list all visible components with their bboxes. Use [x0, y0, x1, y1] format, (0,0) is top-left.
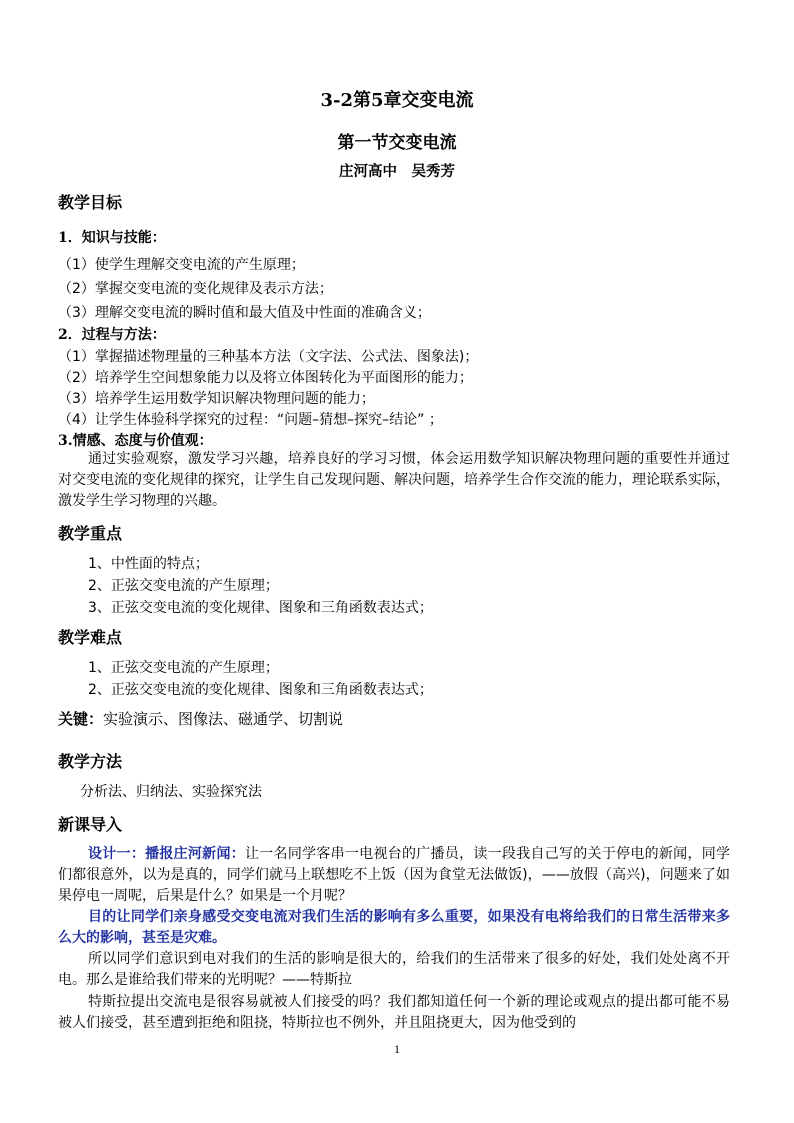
difficulty-item-1: 1、正弦交变电流的产生原理；: [88, 660, 279, 676]
process-item-4: （4）让学生体验科学探究的过程：“问题–猜想–探究–结论” ；: [58, 412, 443, 428]
key-line: [58, 708, 343, 729]
keypoint-item-3: 3、正弦交变电流的变化规律、图象和三角函数表达式；: [88, 600, 433, 616]
document-title: 3-2第5章交变电流: [320, 90, 474, 111]
keypoint-item-1: 1、中性面的特点；: [88, 556, 209, 572]
design-label: 设计一：播报庄河新闻：: [88, 846, 245, 862]
intro-heading: 新课导入: [58, 815, 123, 834]
page-number: 1: [394, 1042, 400, 1056]
emotion-values-text: 通过实验观察，激发学习兴趣，培养良好的学习习惯，体会运用数学知识解决物理问题的重要性并通过对交变电流的变化规律的探究，让学生自己发现问题、解决问题，培养学生合作交流的能力，理论联系实际，激发学生学习物理的兴趣。: [58, 451, 730, 509]
keypoints-heading: 教学重点: [58, 524, 123, 543]
author-line: 庄河高中 吴秀芳: [339, 163, 455, 180]
electricity-paragraph: [58, 949, 730, 991]
section-title: 第一节交变电流: [337, 133, 457, 153]
emotion-values-heading: 3.情感、态度与价值观：: [58, 433, 213, 449]
emotion-values-paragraph: [58, 449, 730, 512]
process-item-1: （1）掌握描述物理量的三种基本方法（文字法、公式法、图象法)；: [58, 349, 479, 365]
process-item-2: （2）培养学生空间想象能力以及将立体图转化为平面图形的能力；: [58, 370, 473, 386]
design-text: 让一名同学客串一电视台的广播员，读一段我自己写的关于停电的新闻，同学们都很意外，以为是真的，同学们就马上联想吃不上饭（因为食堂无法做饭)，——放假（高兴)，问题来了如果停电一周呢，后果是什么？如果是一个月呢？: [58, 846, 730, 904]
tesla-text: 特斯拉提出交流电是很容易就被人们接受的吗？我们都知道任何一个新的理论或观点的提出都可能不易被人们接受，甚至遭到拒绝和阻挠，特斯拉也不例外，并且阻挠更大，因为他受到的: [58, 994, 730, 1031]
objectives-heading: 教学目标: [58, 193, 123, 212]
design-paragraph: [58, 844, 730, 907]
keypoint-item-2: 2、正弦交变电流的产生原理；: [88, 578, 279, 594]
methods-heading: 教学方法: [58, 752, 123, 771]
purpose-text: 目的让同学们亲身感受交变电流对我们生活的影响有多么重要，如果没有电将给我们的日常生活带来多么大的影响，甚至是灾难。: [58, 909, 730, 946]
tesla-paragraph: [58, 992, 730, 1034]
knowledge-item-1: （1）使学生理解交变电流的产生原理；: [58, 257, 305, 273]
knowledge-skills-heading: 1．知识与技能：: [58, 230, 166, 246]
knowledge-item-2: （2）掌握交变电流的变化规律及表示方法；: [58, 281, 333, 297]
process-method-heading: 2．过程与方法：: [58, 327, 166, 343]
difficulties-heading: 教学难点: [58, 628, 123, 647]
key-label: 关键：: [58, 710, 104, 728]
electricity-text: 所以同学们意识到电对我们的生活的影响是很大的，给我们的生活带来了很多的好处，我们处处离不开电。那么是谁给我们带来的光明呢？——特斯拉: [58, 951, 730, 988]
key-text: 实验演示、图像法、磁通学、切割说: [103, 710, 344, 728]
knowledge-item-3: （3）理解交变电流的瞬时值和最大值及中性面的准确含义；: [58, 305, 431, 321]
methods-text: 分析法、归纳法、实验探究法: [80, 784, 262, 800]
difficulty-item-2: 2、正弦交变电流的变化规律、图象和三角函数表达式；: [88, 682, 433, 698]
process-item-3: （3）培养学生运用数学知识解决物理问题的能力；: [58, 391, 375, 407]
purpose-paragraph: [58, 907, 730, 949]
